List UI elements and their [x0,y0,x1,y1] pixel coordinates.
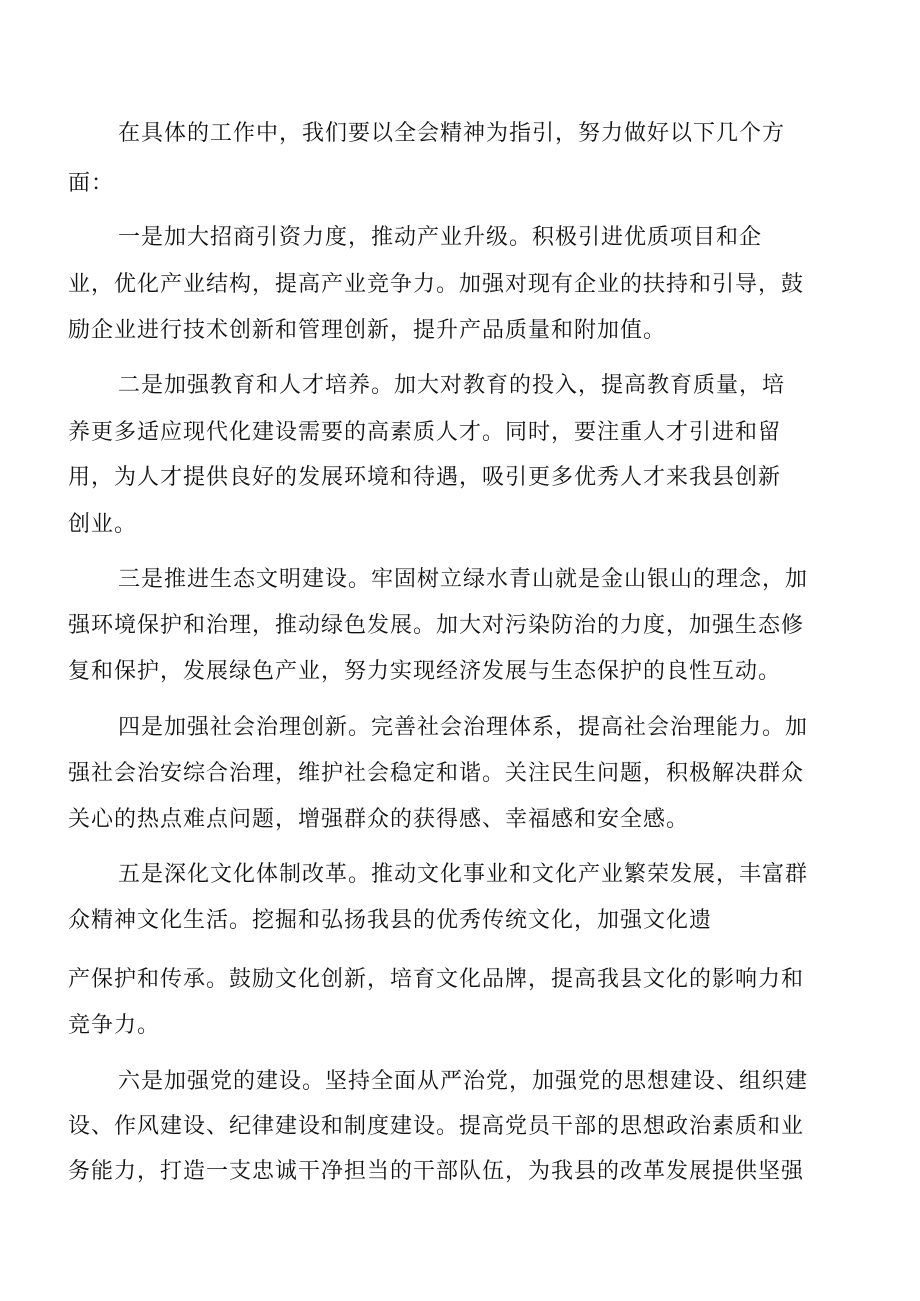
text-line: 设、作风建设、纪律建设和制度建设。提高党员干部的思想政治素质和业 [68,1114,805,1139]
text-line: 强社会治安综合治理，维护社会稳定和谐。关注民生问题，积极解决群众 [68,761,805,786]
text-line: 关心的热点难点问题，增强群众的获得感、幸福感和安全感。 [68,807,690,832]
text-line: 励企业进行技术创新和管理创新，提升产品质量和附加值。 [68,318,667,343]
text-line: 用，为人才提供良好的发展环境和待遇，吸引更多优秀人才来我县创新 [68,465,782,490]
text-line: 一是加大招商引资力度，推动产业升级。积极引进优质项目和企 [118,225,763,250]
text-line: 复和保护，发展绿色产业，努力实现经济发展与生态保护的良性互动。 [68,659,782,684]
text-line: 业，优化产业结构，提高产业竞争力。加强对现有企业的扶持和引导，鼓 [68,272,805,297]
text-line: 产保护和传承。鼓励文化创新，培育文化品牌，提高我县文化的影响力和 [68,967,805,992]
text-line: 创业。 [68,512,138,537]
text-line: 四是加强社会治理创新。完善社会治理体系，提高社会治理能力。加 [118,715,809,740]
text-line: 强环境保护和治理，推动绿色发展。加大对污染防治的力度，加强生态修 [68,613,805,638]
text-line: 务能力，打造一支忠诚干净担当的干部队伍，为我县的改革发展提供坚强 [68,1159,805,1184]
text-line: 在具体的工作中，我们要以全会精神为指引，努力做好以下几个方 [118,121,786,146]
text-line: 众精神文化生活。挖掘和弘扬我县的优秀传统文化，加强文化遗 [68,908,713,933]
text-line: 五是深化文化体制改革。推动文化事业和文化产业繁荣发展，丰富群 [118,862,809,887]
text-line: 养更多适应现代化建设需要的高素质人才。同时，要注重人才引进和留 [68,420,782,445]
text-line: 竞争力。 [68,1013,161,1038]
text-line: 六是加强党的建设。坚持全面从严治党，加强党的思想建设、组织建 [118,1069,809,1094]
text-line: 面： [68,171,115,196]
text-line: 二是加强教育和人才培养。加大对教育的投入，提高教育质量，培 [118,373,786,398]
text-line: 三是推进生态文明建设。牢固树立绿水青山就是金山银山的理念，加 [118,567,809,592]
